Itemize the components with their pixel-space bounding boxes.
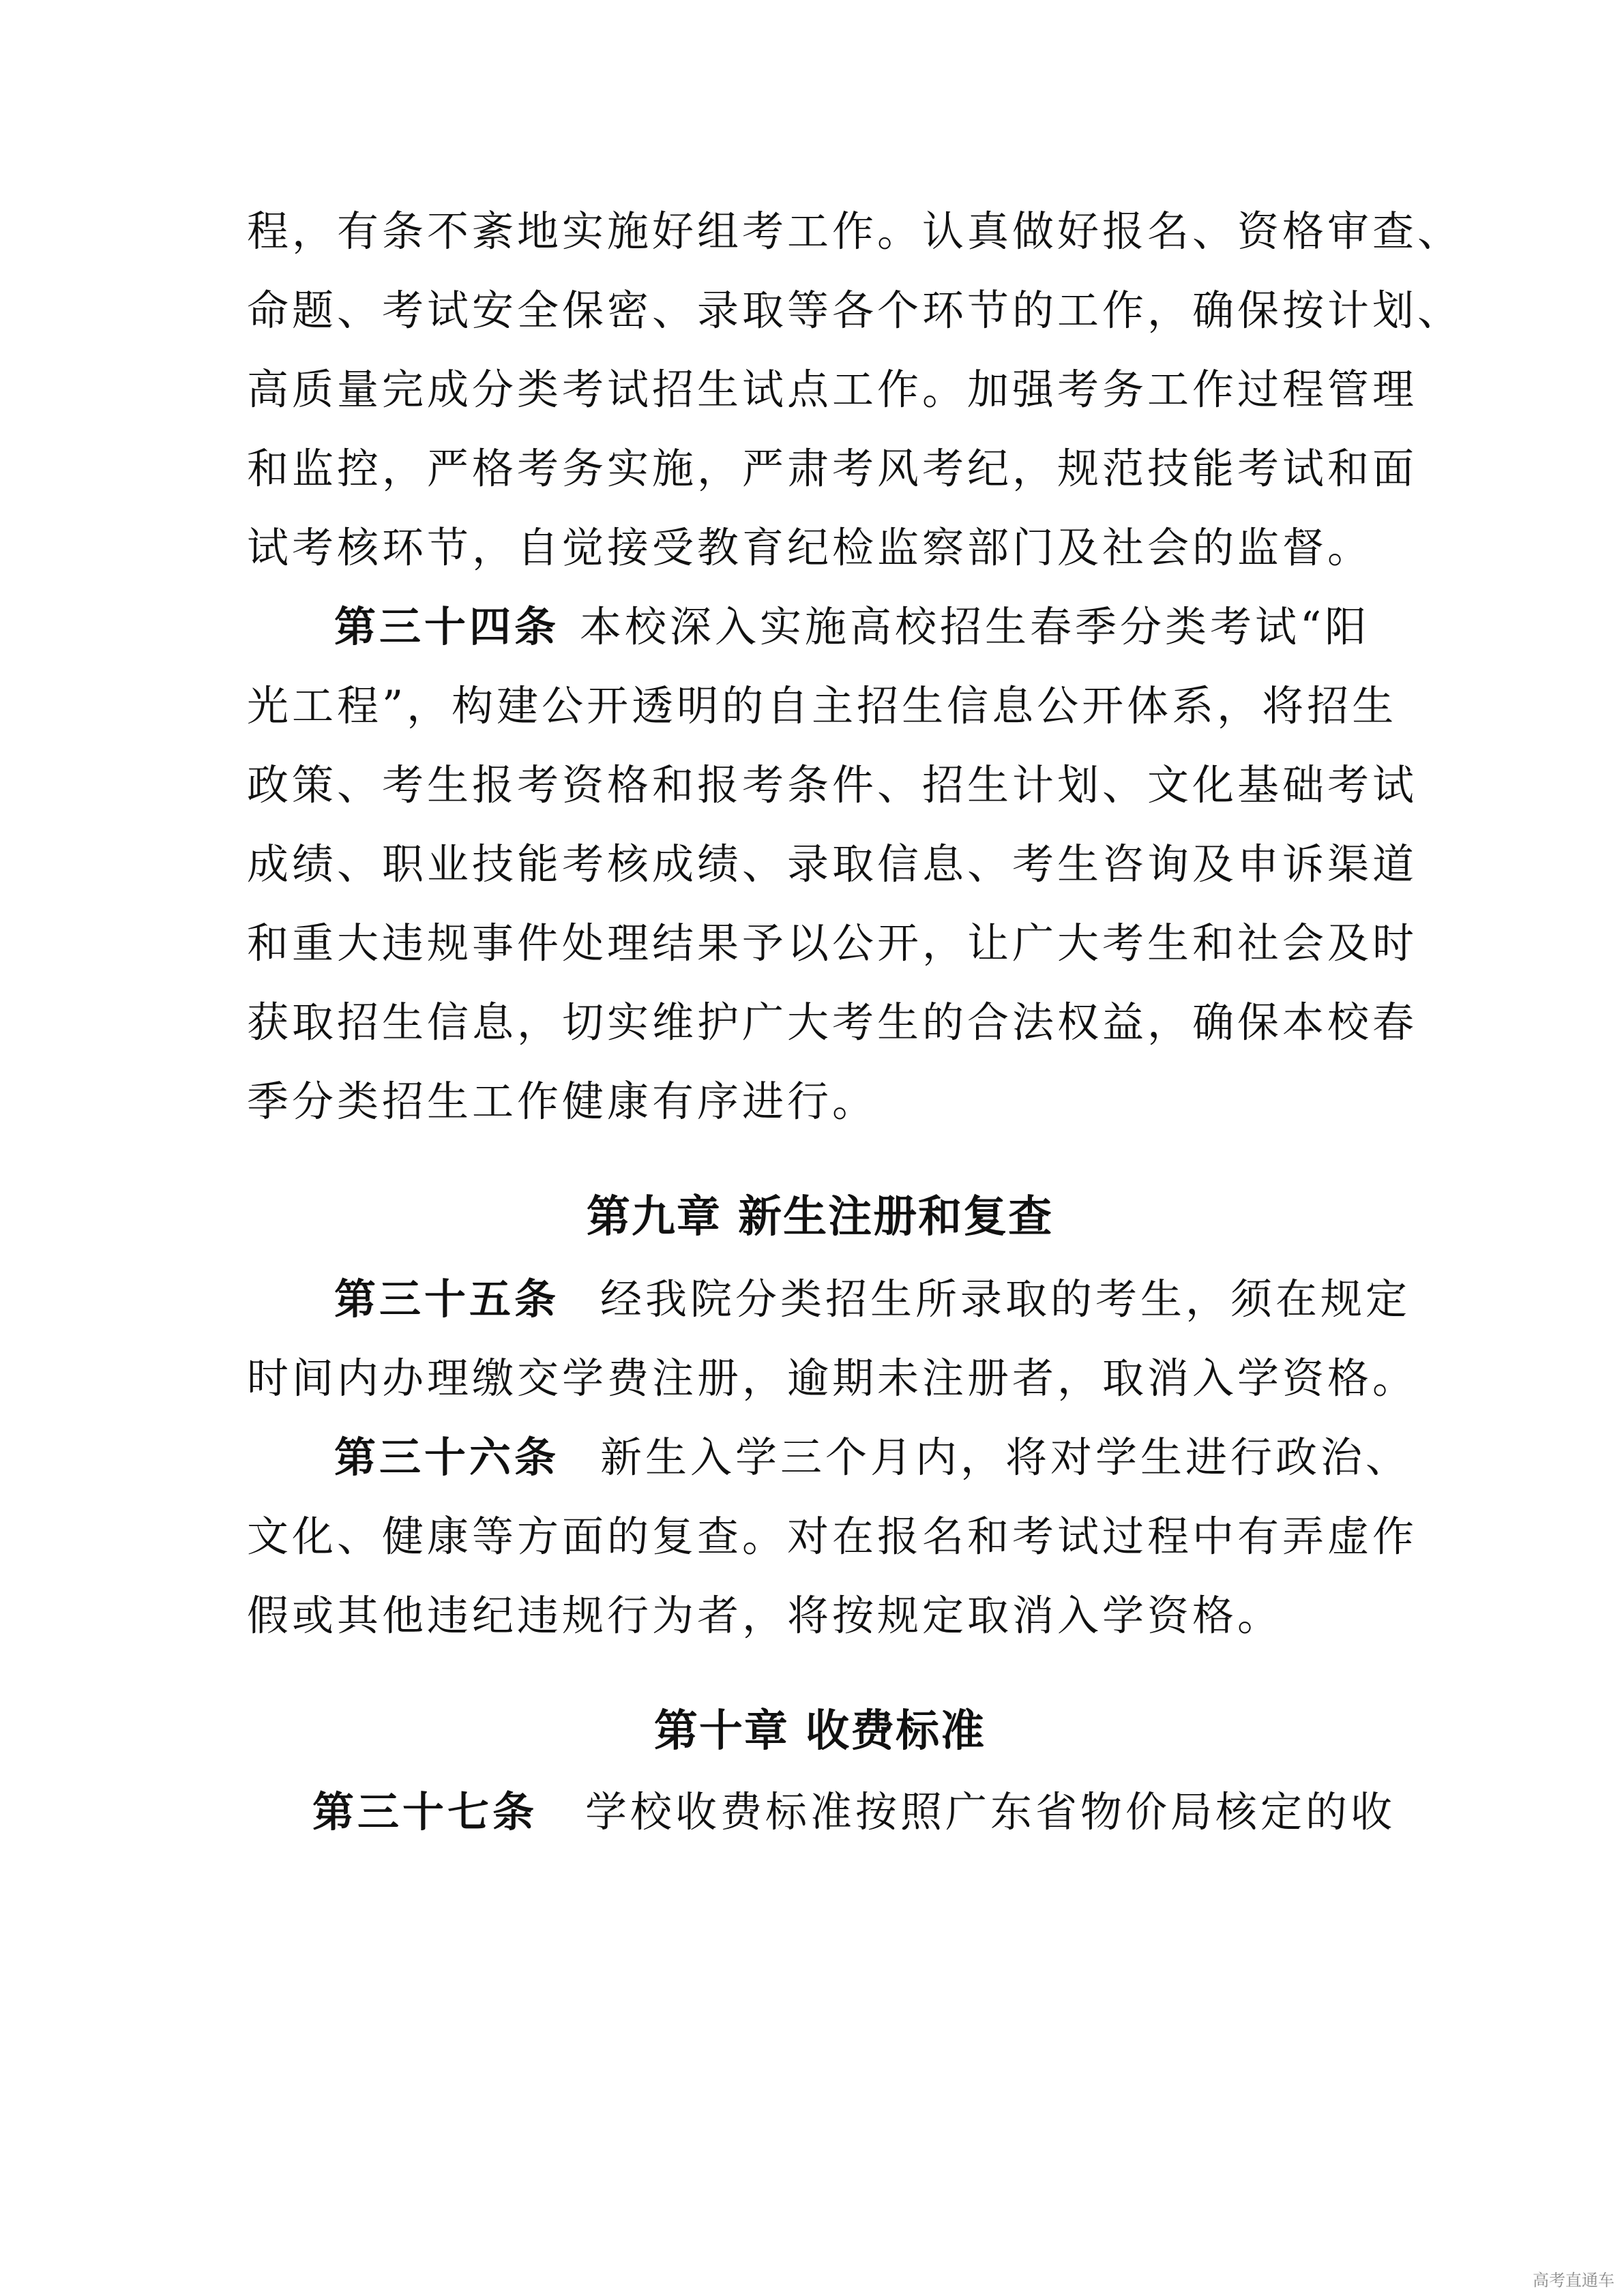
article-label: 第三十七条 — [312, 1788, 538, 1836]
paragraph-line: 时间内办理缴交学费注册，逾期未注册者，取消入学资格。 — [247, 1354, 1418, 1403]
article-label: 第三十五条 — [334, 1275, 560, 1324]
paragraph-line: 试考核环节，自觉接受教育纪检监察部门及社会的监督。 — [247, 524, 1373, 572]
paragraph-line: 命题、考试安全保密、录取等各个环节的工作，确保按计划、 — [247, 286, 1463, 335]
article-text: 学校收费标准按照广东省物价局核定的收 — [585, 1788, 1396, 1836]
paragraph-line: 光工程”，构建公开透明的自主招生信息公开体系，将招生 — [247, 682, 1398, 730]
paragraph-line: 政策、考生报考资格和报考条件、招生计划、文化基础考试 — [247, 761, 1418, 809]
paragraph-line: 假或其他违纪违规行为者，将按规定取消入学资格。 — [247, 1592, 1283, 1640]
article-text: 新生入学三个月内，将对学生进行政治、 — [600, 1433, 1411, 1482]
article-34-first-line — [247, 600, 1393, 655]
paragraph-line: 成绩、职业技能考核成绩、录取信息、考生咨询及申诉渠道 — [247, 840, 1418, 889]
paragraph-line: 季分类招生工作健康有序进行。 — [247, 1077, 878, 1126]
article-37-first-line — [247, 1785, 1396, 1840]
paragraph-line: 和监控，严格考务实施，严肃考风考纪，规范技能考试和面 — [247, 445, 1418, 493]
paragraph-line: 高质量完成分类考试招生试点工作。加强考务工作过程管理 — [247, 366, 1418, 414]
article-35-first-line — [247, 1272, 1411, 1327]
article-text: 经我院分类招生所录取的考生，须在规定 — [600, 1275, 1411, 1324]
paragraph-line: 程，有条不紊地实施好组考工作。认真做好报名、资格审查、 — [247, 207, 1463, 256]
article-label: 第三十四条 — [334, 603, 560, 651]
article-text: 本校深入实施高校招生春季分类考试“阳 — [580, 603, 1370, 651]
article-36-first-line — [247, 1431, 1411, 1485]
paragraph-line: 获取招生信息，切实维护广大考生的合法权益，确保本校春 — [247, 998, 1418, 1047]
chapter-heading: 第十章 收费标准 — [653, 1706, 986, 1757]
watermark-text: 高考直通车 — [1533, 2271, 1614, 2290]
paragraph-line: 文化、健康等方面的复查。对在报名和考试过程中有弄虚作 — [247, 1512, 1418, 1561]
article-label: 第三十六条 — [334, 1433, 560, 1482]
paragraph-line: 和重大违规事件处理结果予以公开，让广大考生和社会及时 — [247, 919, 1418, 968]
chapter-heading: 第九章 新生注册和复查 — [586, 1192, 1054, 1242]
